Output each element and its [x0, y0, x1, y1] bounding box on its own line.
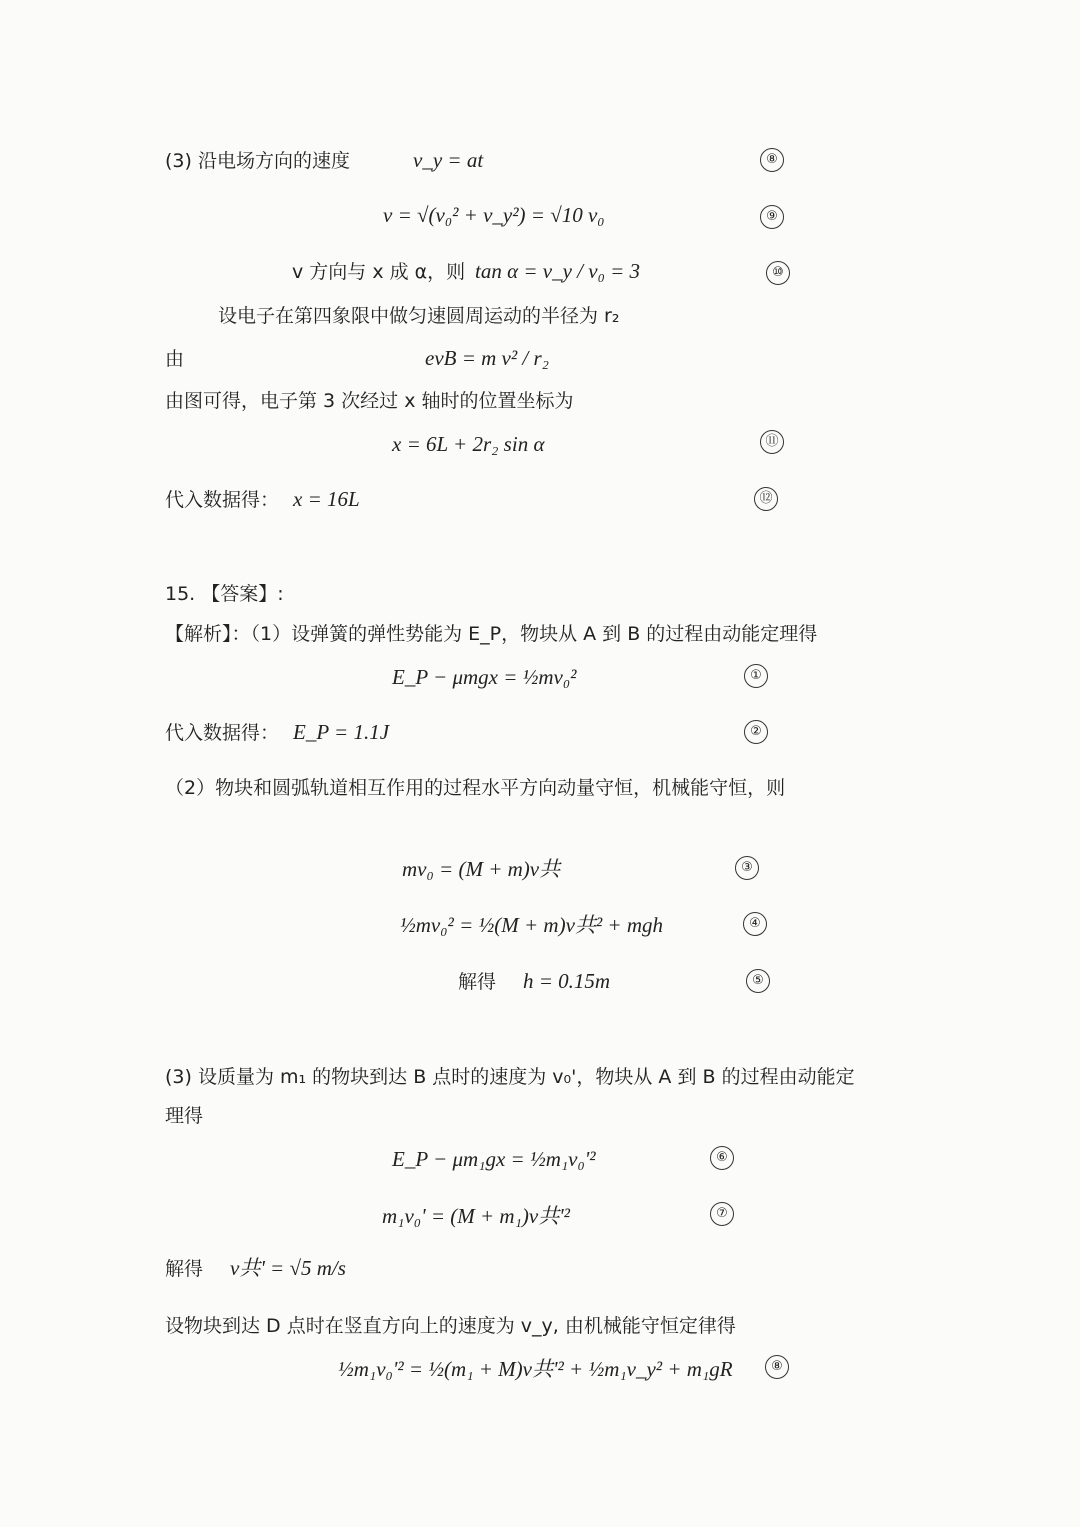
marker-7: ⑦: [710, 1202, 734, 1226]
marker-8: ⑧: [760, 148, 784, 172]
substitute-text: 代入数据得：: [165, 489, 280, 511]
eq-vy: v_y = at: [413, 148, 484, 172]
solve-label-2: 解得: [165, 1258, 204, 1280]
eq-tan: tan α = v_y / v₀ = 3: [475, 259, 641, 283]
eq6: E_P − μm₁gx = ½m₁v₀'²: [392, 1147, 596, 1171]
part3-line1: (3) 设质量为 m₁ 的物块到达 B 点时的速度为 v₀'，物块从 A 到 B 的过程由动能定: [165, 1066, 855, 1088]
eq-x: x = 6L + 2r₂ sin α: [392, 432, 545, 456]
marker-12: ⑫: [754, 487, 778, 511]
eq-solve: v共' = √5 m/s: [230, 1256, 346, 1280]
eq-x-result: x = 16L: [293, 487, 360, 511]
eq3: mv₀ = (M + m)v共: [402, 857, 561, 881]
eq-v: v = √(v₀² + v_y²) = √10 v₀: [383, 203, 605, 227]
eq1: E_P − μmgx = ½mv₀²: [392, 665, 577, 689]
d-point-text: 设物块到达 D 点时在竖直方向上的速度为 v_y, 由机械能守恒定律得: [165, 1315, 736, 1337]
marker-11: ⑪: [760, 430, 784, 454]
solve-label-1: 解得: [458, 971, 497, 993]
marker-8b: ⑧: [765, 1355, 789, 1379]
part3-line2: 理得: [165, 1105, 204, 1127]
marker-1: ①: [744, 664, 768, 688]
section3-header: (3) 沿电场方向的速度: [165, 150, 350, 172]
marker-6: ⑥: [710, 1146, 734, 1170]
marker-9: ⑨: [760, 205, 784, 229]
eq-evB: evB = m v² / r₂: [425, 346, 549, 370]
radius-text: 设电子在第四象限中做匀速圆周运动的半径为 r₂: [218, 305, 620, 327]
q15-title: 15. 【答案】:: [165, 583, 284, 605]
eq4: ½mv₀² = ½(M + m)v共² + mgh: [400, 913, 664, 937]
eq2: E_P = 1.1J: [293, 720, 390, 744]
eq8: ½m₁v₀'² = ½(m₁ + M)v共'² + ½m₁v_y² + m₁gR: [338, 1357, 733, 1381]
eq5: h = 0.15m: [523, 969, 611, 993]
direction-text: v 方向与 x 成 α，则: [292, 261, 466, 283]
marker-3: ③: [735, 856, 759, 880]
marker-4: ④: [743, 912, 767, 936]
q15-analysis: 【解析】：（1）设弹簧的弹性势能为 E_P，物块从 A 到 B 的过程由动能定理得: [165, 623, 818, 645]
figure-text: 由图可得，电子第 3 次经过 x 轴时的位置坐标为: [165, 390, 574, 412]
marker-5: ⑤: [746, 969, 770, 993]
you-label: 由: [165, 348, 185, 370]
part2-text: （2）物块和圆弧轨道相互作用的过程水平方向动量守恒，机械能守恒，则: [165, 777, 786, 799]
marker-10: ⑩: [766, 261, 790, 285]
marker-2: ②: [744, 720, 768, 744]
eq7: m₁v₀' = (M + m₁)v共'²: [382, 1204, 570, 1228]
substitute-text-2: 代入数据得：: [165, 722, 280, 744]
